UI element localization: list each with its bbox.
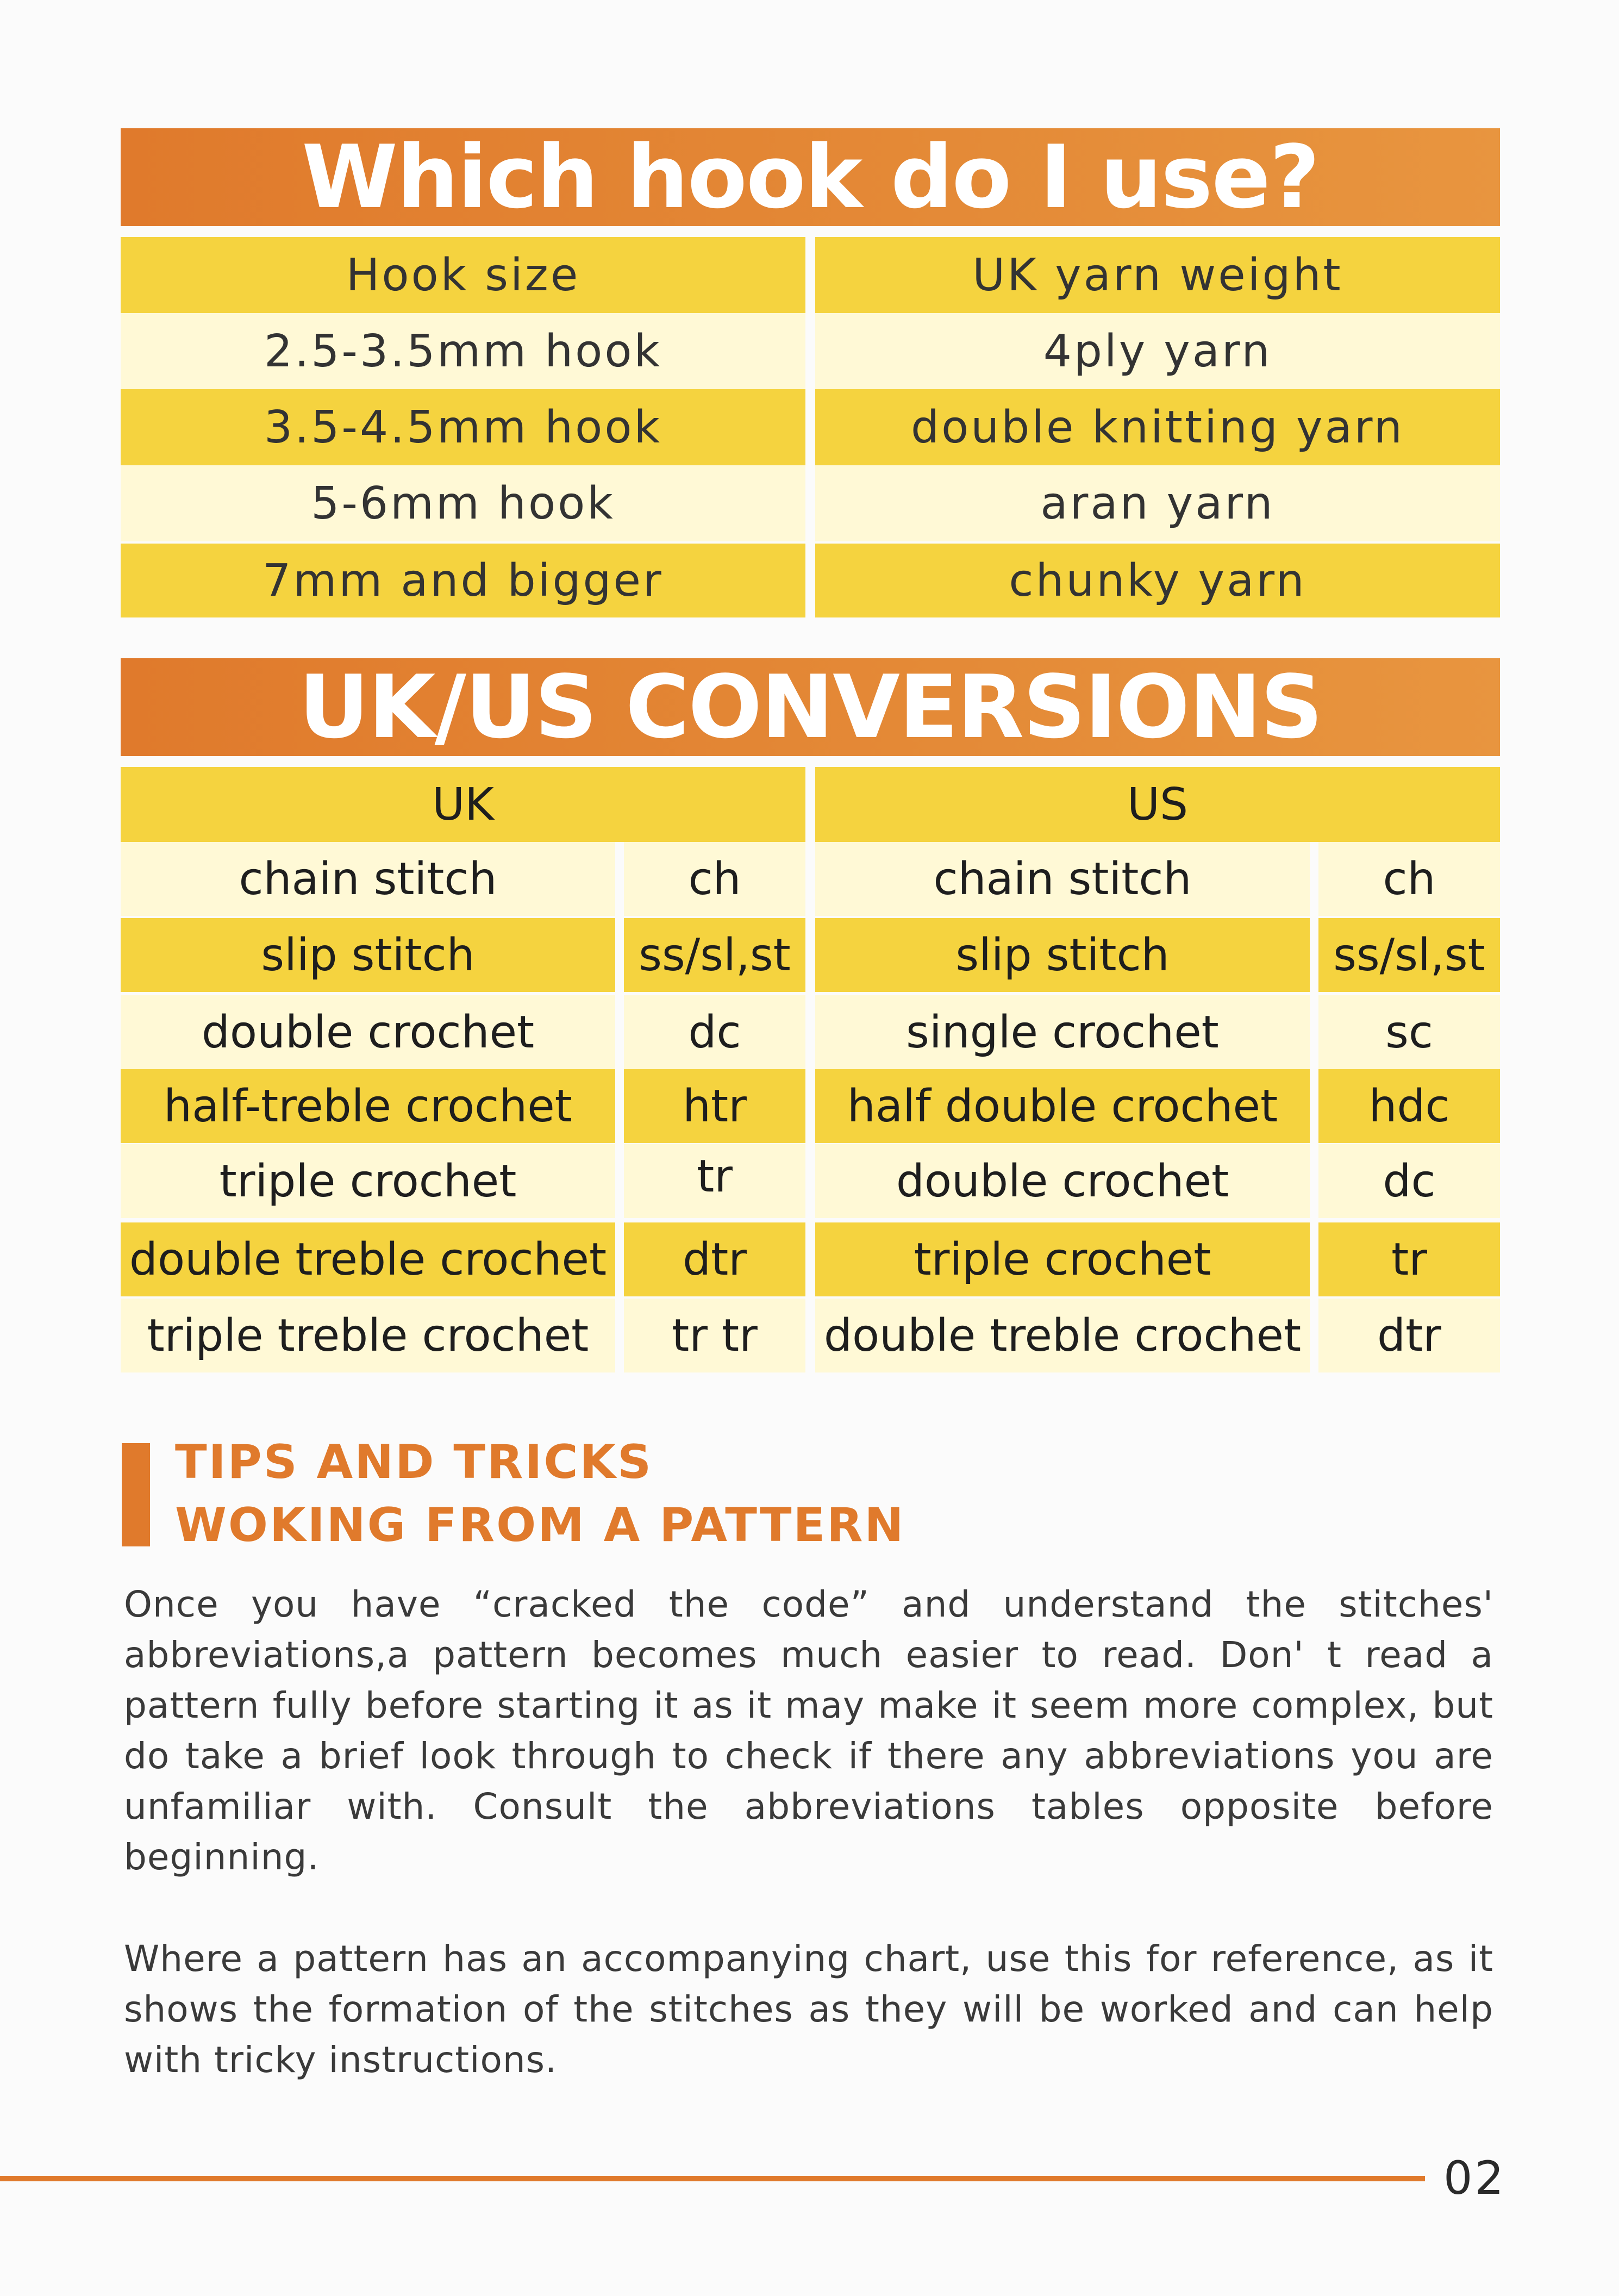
uk-abbr-cell: htr	[624, 1069, 805, 1143]
yarn-weight-cell: aran yarn	[815, 465, 1500, 541]
yarn-weight-header: UK yarn weight	[815, 237, 1500, 313]
hook-size-cell: 7mm and bigger	[121, 544, 805, 617]
us-term-cell: double crochet	[815, 1144, 1310, 1218]
uk-term-cell: triple crochet	[121, 1144, 615, 1218]
us-abbr-cell: ch	[1318, 842, 1500, 916]
us-term-cell: single crochet	[815, 995, 1310, 1069]
us-abbr-cell: sc	[1318, 995, 1500, 1069]
tips-title-line2: WOKING FROM A PATTERN	[175, 1498, 905, 1552]
uk-term-cell: slip stitch	[121, 918, 615, 992]
uk-header: UK	[121, 767, 805, 842]
us-term-cell: triple crochet	[815, 1222, 1310, 1296]
us-abbr-cell: hdc	[1318, 1069, 1500, 1143]
conversion-table-title: UK/US CONVERSIONS	[121, 658, 1500, 756]
us-term-cell: half double crochet	[815, 1069, 1310, 1143]
us-header: US	[815, 767, 1500, 842]
yarn-weight-cell: 4ply yarn	[815, 313, 1500, 389]
uk-abbr-cell: dtr	[624, 1222, 805, 1296]
us-abbr-cell: ss/sl,st	[1318, 918, 1500, 992]
uk-abbr-cell: tr tr	[624, 1299, 805, 1372]
uk-term-cell: double crochet	[121, 995, 615, 1069]
page-number: 02	[1443, 2151, 1506, 2205]
uk-abbr-cell: ss/sl,st	[624, 918, 805, 992]
us-term-cell: slip stitch	[815, 918, 1310, 992]
us-abbr-cell: dc	[1318, 1144, 1500, 1218]
yarn-weight-cell: double knitting yarn	[815, 389, 1500, 465]
hook-size-cell: 2.5-3.5mm hook	[121, 313, 805, 389]
hook-size-cell: 3.5-4.5mm hook	[121, 389, 805, 465]
us-abbr-cell: tr	[1318, 1222, 1500, 1296]
footer-divider	[0, 2176, 1425, 2181]
tips-title-line1: TIPS AND TRICKS	[175, 1435, 653, 1489]
uk-term-cell: half-treble crochet	[121, 1069, 615, 1143]
uk-abbr-cell: tr	[624, 1144, 805, 1218]
uk-term-cell: triple treble crochet	[121, 1299, 615, 1372]
hook-table-title: Which hook do I use?	[121, 128, 1500, 226]
uk-abbr-cell: dc	[624, 995, 805, 1069]
uk-term-cell: double treble crochet	[121, 1222, 615, 1296]
uk-abbr-cell: ch	[624, 842, 805, 916]
uk-term-cell: chain stitch	[121, 842, 615, 916]
us-abbr-cell: dtr	[1318, 1299, 1500, 1372]
us-term-cell: chain stitch	[815, 842, 1310, 916]
hook-size-cell: 5-6mm hook	[121, 465, 805, 541]
tips-paragraph: Once you have “cracked the code” and understand the stitches' abbreviations,a pattern becomes much easier to read. Don' t read a pattern fully before starting it as it may make it seem more complex, but do take a brief look through to check if there any abbreviations you are unfamiliar with. Consult the abbreviations tables opposite before beginning.	[124, 1583, 1493, 1878]
yarn-weight-cell: chunky yarn	[815, 544, 1500, 617]
us-term-cell: double treble crochet	[815, 1299, 1310, 1372]
tips-paragraph: Where a pattern has an accompanying chart, use this for reference, as it shows the formation of the stitches as they will be worked and can help with tricky instructions.	[124, 1938, 1493, 2081]
hook-size-header: Hook size	[121, 237, 805, 313]
tips-accent-bar	[122, 1443, 150, 1546]
